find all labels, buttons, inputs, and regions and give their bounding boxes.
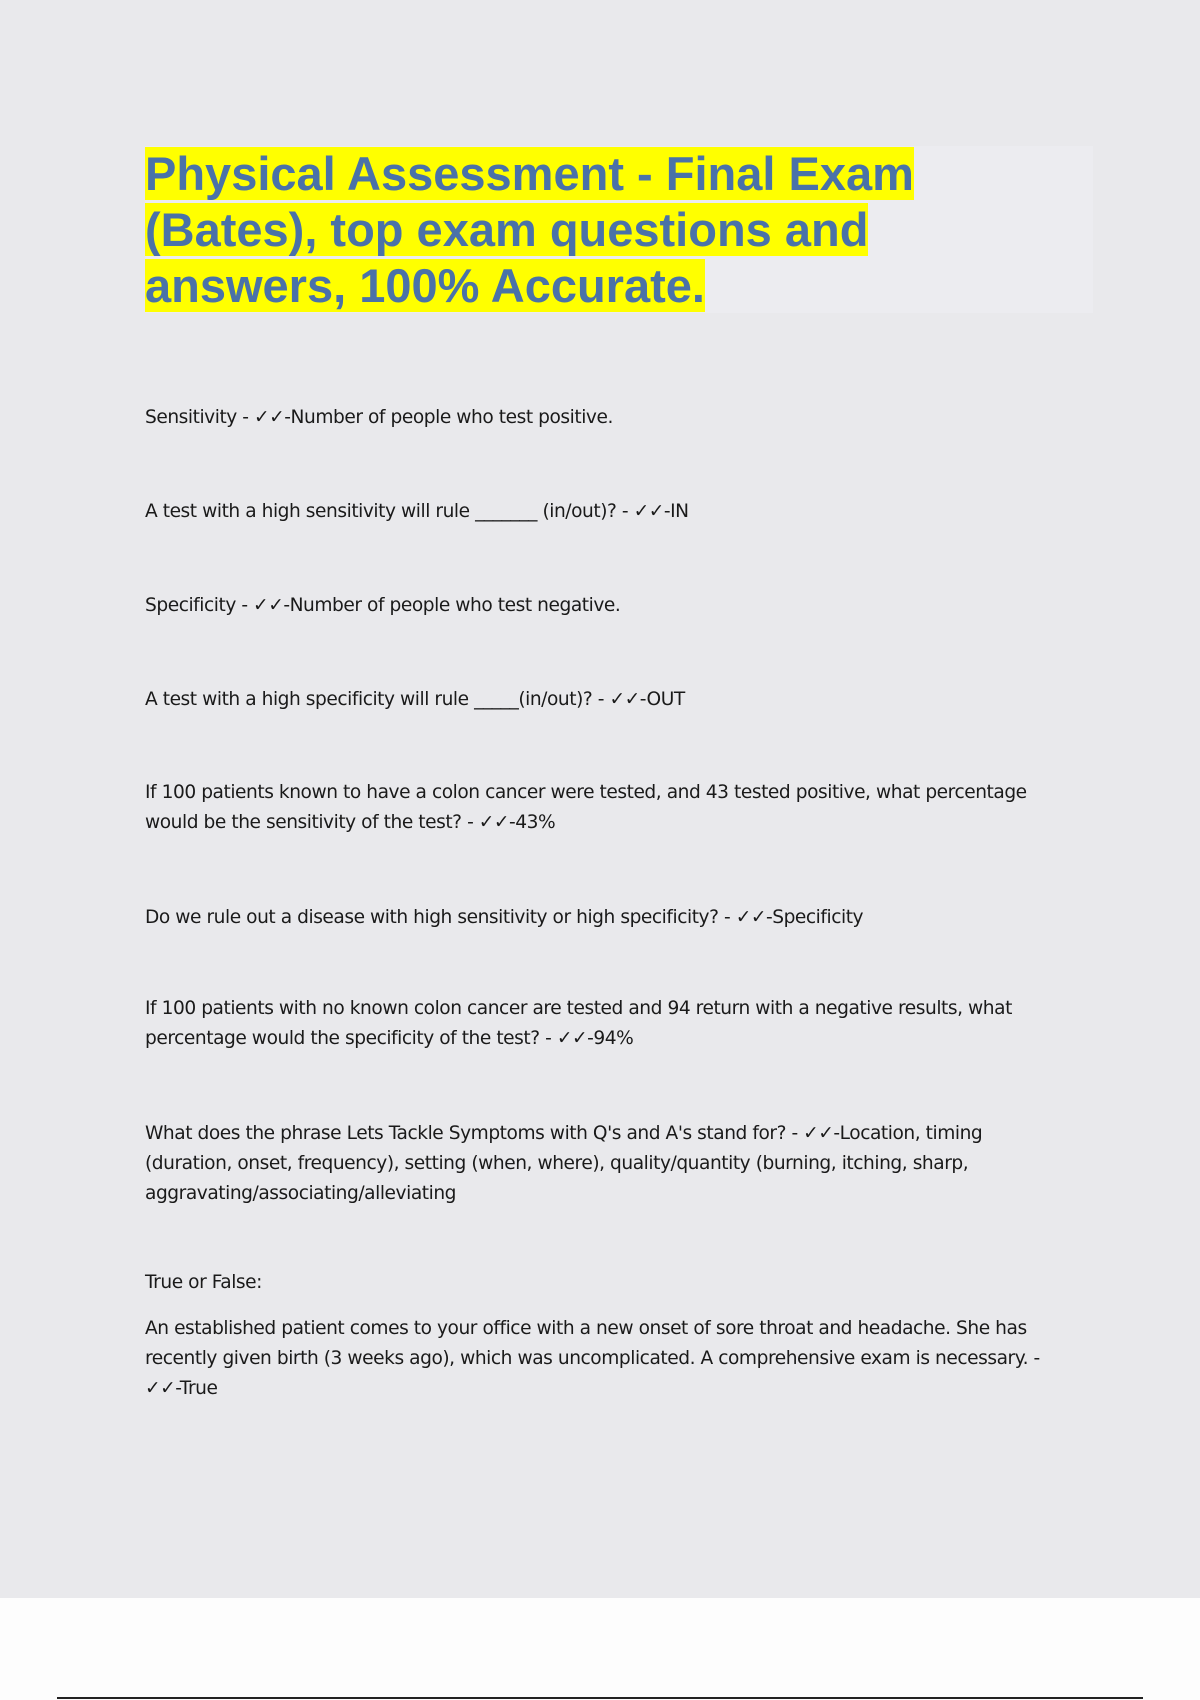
qa-item-high-sensitivity-rule: A test with a high sensitivity will rule _______ (in/out)? - ✓✓-IN — [145, 501, 689, 522]
qa-item-symptoms-phrase: What does the phrase Lets Tackle Symptoms with Q's and A's stand for? - ✓✓-Location, timing (duration, onset, frequency), setting (when, where), quality/quantity (burning, itching, sharp, aggravating/associating/alleviating — [145, 1123, 983, 1204]
qa-item-high-specificity-rule: A test with a high specificity will rule _____(in/out)? - ✓✓-OUT — [145, 689, 685, 710]
footer-rule — [57, 1697, 1143, 1699]
document-title — [145, 146, 1045, 314]
title-highlight: Physical Assessment - Final Exam (Bates), top exam questions and answers, 100% Accurate. — [145, 147, 914, 312]
footer-area — [0, 1598, 1200, 1700]
qa-item-true-or-false-label: True or False: — [145, 1272, 262, 1293]
qa-item-comprehensive-exam: An established patient comes to your office with a new onset of sore throat and headache. She has recently given birth (3 weeks ago), which was uncomplicated. A comprehensive exam is necessary. - ✓✓-True — [145, 1318, 1040, 1399]
qa-item-specificity: Specificity - ✓✓-Number of people who test negative. — [145, 595, 621, 616]
qa-item-sensitivity-percentage: If 100 patients known to have a colon cancer were tested, and 43 tested positive, what percentage would be the sensitivity of the test? - ✓✓-43% — [145, 782, 1027, 833]
qa-item-sensitivity: Sensitivity - ✓✓-Number of people who test positive. — [145, 407, 613, 428]
qa-item-specificity-percentage: If 100 patients with no known colon cancer are tested and 94 return with a negative results, what percentage would the specificity of the test? - ✓✓-94% — [145, 998, 1012, 1049]
qa-item-rule-out-disease: Do we rule out a disease with high sensitivity or high specificity? - ✓✓-Specificity — [145, 907, 864, 928]
